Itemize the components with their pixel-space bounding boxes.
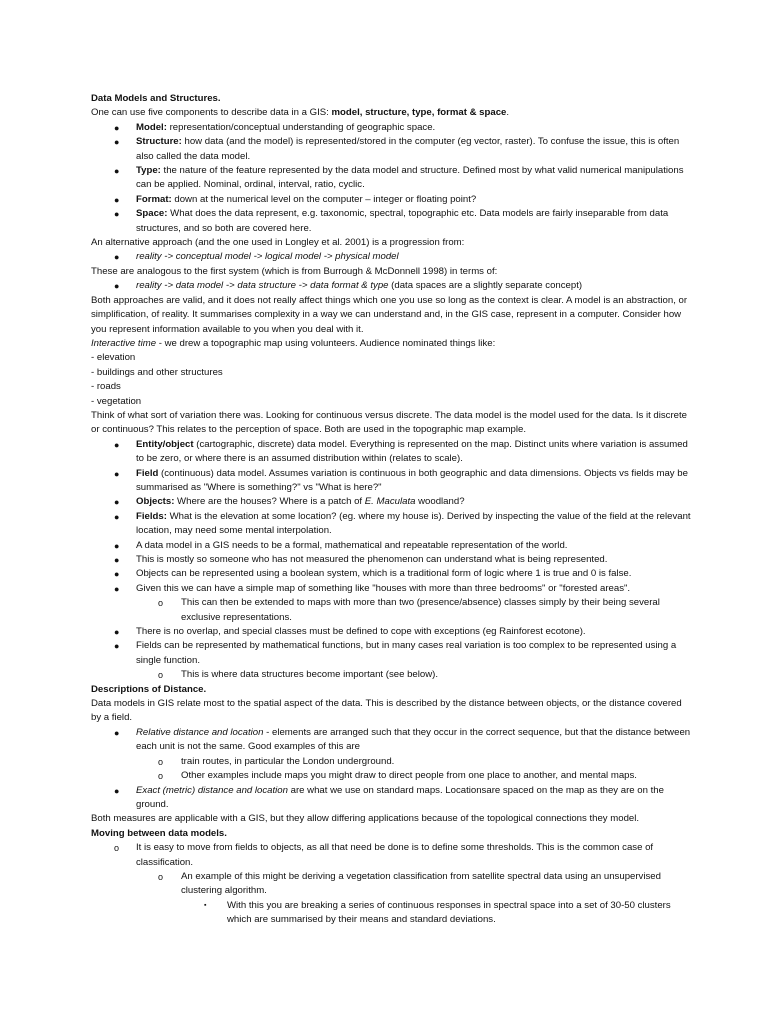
nominated-roads: - roads bbox=[91, 381, 121, 393]
component-space bbox=[91, 207, 691, 236]
alt-approach-paragraph: An alternative approach (and the one used in Longley et al. 2001) is a progression from: bbox=[91, 237, 465, 249]
fields-item bbox=[91, 510, 691, 539]
species-name: E. Maculata bbox=[364, 496, 416, 508]
bullet-text: Objects can be represented using a boolean system, which is a traditional form of logic where 1 is true and 0 is false. bbox=[136, 568, 632, 580]
component-text: how data (and the model) is represented/stored in the computer (eg vector, raster). To confuse the issue, this is often also called the data model. bbox=[136, 136, 680, 162]
relative-term: Relative distance and location bbox=[136, 726, 264, 738]
nominated-buildings: - buildings and other structures bbox=[91, 366, 223, 378]
interactive-paragraph bbox=[91, 337, 691, 351]
bullet-icon: ● bbox=[114, 281, 120, 292]
subitem-text: An example of this might be deriving a vegetation classification from satellite spectral data using an unsupervised clustering algorithm. bbox=[181, 870, 661, 897]
bullet-icon: ● bbox=[114, 583, 120, 594]
analogous-paragraph: These are analogous to the first system (which is from Burrough & McDonnell 1998) in terms of: bbox=[91, 265, 498, 277]
relative-text: - elements are arranged such that they occur in the correct sequence, but that the distance between each unit is not the same. Good examples of this are bbox=[136, 726, 691, 753]
fields-math-subitem bbox=[91, 668, 691, 682]
bullet-icon: ● bbox=[114, 122, 120, 133]
circle-bullet-icon: o bbox=[158, 771, 164, 782]
document-body bbox=[91, 92, 691, 928]
bullet-icon: ● bbox=[114, 468, 120, 479]
subitem-text: This is where data structures become important (see below). bbox=[181, 669, 439, 681]
component-text: the nature of the feature represented by the data model and structure. Defined most by what valid numerical manipulations can be applied. Nominal, ordinal, interval, ratio, cyclic. bbox=[136, 165, 684, 191]
entity-term: Entity/object bbox=[136, 438, 194, 450]
bullet-icon: ● bbox=[114, 540, 120, 551]
objects-text: Where are the houses? Where is a patch of bbox=[174, 496, 365, 508]
circle-bullet-icon: o bbox=[158, 871, 164, 882]
circle-bullet-icon: o bbox=[158, 756, 164, 767]
mental-maps-subitem bbox=[91, 769, 691, 783]
intro-text: One can use five components to describe data in a GIS: bbox=[91, 107, 332, 119]
both-measures-paragraph: Both measures are applicable with a GIS, but they allow differing applications because of the topological connections they model. bbox=[91, 813, 640, 825]
field-item bbox=[91, 467, 691, 496]
bullet-text: Fields can be represented by mathematical functions, but in many cases real variation is too complex to be represented using a single function. bbox=[136, 640, 677, 666]
doc-title-text: Data Models and Structures. bbox=[91, 93, 221, 104]
exact-term: Exact (metric) distance and location bbox=[136, 784, 288, 796]
bullet-icon: ● bbox=[114, 497, 120, 508]
progression-item bbox=[91, 250, 691, 264]
component-type bbox=[91, 164, 691, 193]
component-term: Space: bbox=[136, 208, 168, 220]
moving-heading bbox=[91, 827, 691, 841]
intro-bold: model, structure, type, format & space bbox=[331, 107, 507, 119]
subitem-text: Other examples include maps you might draw to direct people from one place to another, and mental maps. bbox=[181, 770, 637, 782]
bullet-text: Given this we can have a simple map of something like "houses with more than three bedrooms" or "forested areas". bbox=[136, 582, 631, 594]
moving-heading-text: Moving between data models. bbox=[91, 827, 227, 839]
bullet-text: There is no overlap, and special classes must be defined to cope with exceptions (eg Rainforest ecotone). bbox=[136, 626, 586, 638]
objects-item bbox=[91, 495, 691, 509]
moving-item-2 bbox=[91, 870, 691, 899]
interactive-text: - we drew a topographic map using volunteers. Audience nominated things like: bbox=[156, 337, 496, 349]
fields-math-item bbox=[91, 639, 691, 668]
square-bullet-icon: ▪ bbox=[204, 901, 207, 909]
bullet-icon: ● bbox=[114, 627, 120, 638]
plain-bullet-boolean bbox=[91, 567, 691, 581]
fields-term: Fields: bbox=[136, 510, 167, 522]
bullet-icon: ● bbox=[114, 252, 120, 263]
field-term: Field bbox=[136, 467, 159, 479]
bullet-icon: ● bbox=[114, 641, 120, 652]
distance-intro: Data models in GIS relate most to the spatial aspect of the data. This is described by the distance between objects, or the distance covered by a field. bbox=[91, 698, 682, 724]
bullet-icon: ● bbox=[114, 511, 120, 522]
bullet-icon: ● bbox=[114, 439, 120, 450]
bullet-icon: ● bbox=[114, 209, 120, 220]
component-format bbox=[91, 193, 691, 207]
entity-object-item bbox=[91, 438, 691, 467]
component-model bbox=[91, 121, 691, 135]
plain-bullet-understand bbox=[91, 553, 691, 567]
exact-text: are what we use on standard maps. Locationsare spaced on the map as they are on the ground. bbox=[136, 784, 664, 810]
bullet-text: This is mostly so someone who has not measured the phenomenon can understand what is being represented. bbox=[136, 554, 608, 565]
distance-heading bbox=[91, 683, 691, 697]
component-structure bbox=[91, 135, 691, 164]
moving-item-1 bbox=[91, 841, 691, 870]
analog-item bbox=[91, 279, 691, 293]
moving-item-3 bbox=[91, 899, 691, 928]
subitem-text: This can then be extended to maps with more than two (presence/absence) classes simply by their being several exclusive representations. bbox=[181, 597, 660, 623]
entity-text: (cartographic, discrete) data model. Everything is represented on the map. Distinct units where variation is assumed to be zero, or where there is an assumed distribution within (relates to scale). bbox=[136, 438, 688, 465]
subitem-text: With this you are breaking a series of continuous responses in spectral space into a set of 30-50 clusters which are summarised by their means and standard deviations. bbox=[227, 899, 671, 926]
plain-bullet-simple-map bbox=[91, 582, 691, 596]
extend-subitem bbox=[91, 596, 691, 625]
component-term: Structure: bbox=[136, 136, 182, 148]
component-term: Type: bbox=[136, 165, 161, 177]
plain-bullet-formal bbox=[91, 539, 691, 553]
no-overlap-item bbox=[91, 625, 691, 639]
relative-distance-item bbox=[91, 726, 691, 755]
bullet-icon: ● bbox=[114, 166, 120, 177]
circle-bullet-icon: o bbox=[158, 598, 164, 609]
bullet-icon: ● bbox=[114, 137, 120, 148]
nominated-elevation: - elevation bbox=[91, 352, 136, 364]
intro-paragraph: One can use five components to describe data in a GIS: model, structure, type, format & space. bbox=[91, 107, 510, 119]
bullet-icon: ● bbox=[114, 194, 120, 205]
component-text: What does the data represent, e.g. taxonomic, spectral, topographic etc. Data models are fairly inseparable from data structures, and so both are covered here. bbox=[136, 208, 669, 234]
component-text: representation/conceptual understanding of geographic space. bbox=[166, 121, 436, 133]
field-text: (continuous) data model. Assumes variation is continuous in both geographic and data dimensions. Objects vs fields may be summarised as "Where is something?" vs "What is here?" bbox=[136, 467, 688, 493]
bullet-icon: ● bbox=[114, 555, 120, 565]
progression-text: reality -> conceptual model -> logical model -> physical model bbox=[136, 251, 399, 263]
bullet-icon: ● bbox=[114, 727, 120, 738]
fields-text: What is the elevation at some location? (eg. where my house is). Derived by inspecting the value of the field at the relevant location, may need some mental interpolation. bbox=[136, 510, 691, 537]
objects-term: Objects: bbox=[136, 496, 175, 508]
component-text: down at the numerical level on the computer – integer or floating point? bbox=[171, 193, 477, 205]
interactive-label: Interactive time bbox=[91, 337, 157, 349]
both-valid-paragraph: Both approaches are valid, and it does not really affect things which one you use so long as the context is clear. A model is an abstraction, or simplification, of reality. It summarises complexity in a way we can understand and, in the GIS case, represent in a computer. Consider how you represent information available to you when you deal with it. bbox=[91, 294, 688, 335]
component-term: Format: bbox=[136, 193, 172, 205]
analog-italic: reality -> data model -> data structure -> data format & type bbox=[136, 280, 389, 292]
objects-text-end: woodland? bbox=[415, 496, 465, 508]
exact-distance-item bbox=[91, 784, 691, 813]
variation-paragraph: Think of what sort of variation there was. Looking for continuous versus discrete. The data model is the model used for the data. Is it discrete or continuous? This relates to the perception of space. Both are used in the topographic map example. bbox=[91, 409, 688, 436]
doc-title bbox=[91, 92, 691, 106]
analog-rest: (data spaces are a slightly separate concept) bbox=[388, 280, 583, 292]
nominated-vegetation: - vegetation bbox=[91, 395, 142, 407]
subitem-text: It is easy to move from fields to objects, as all that need be done is to define some thresholds. This is the common case of classification. bbox=[136, 842, 654, 868]
component-term: Model: bbox=[136, 121, 167, 133]
distance-heading-text: Descriptions of Distance. bbox=[91, 683, 207, 695]
bullet-icon: ● bbox=[114, 569, 120, 580]
circle-bullet-icon: o bbox=[114, 843, 120, 854]
subitem-text: train routes, in particular the London underground. bbox=[181, 755, 395, 767]
circle-bullet-icon: o bbox=[158, 670, 164, 681]
train-routes-subitem bbox=[91, 755, 691, 769]
bullet-text: A data model in a GIS needs to be a formal, mathematical and repeatable representation of the world. bbox=[136, 539, 568, 551]
bullet-icon: ● bbox=[114, 785, 120, 796]
